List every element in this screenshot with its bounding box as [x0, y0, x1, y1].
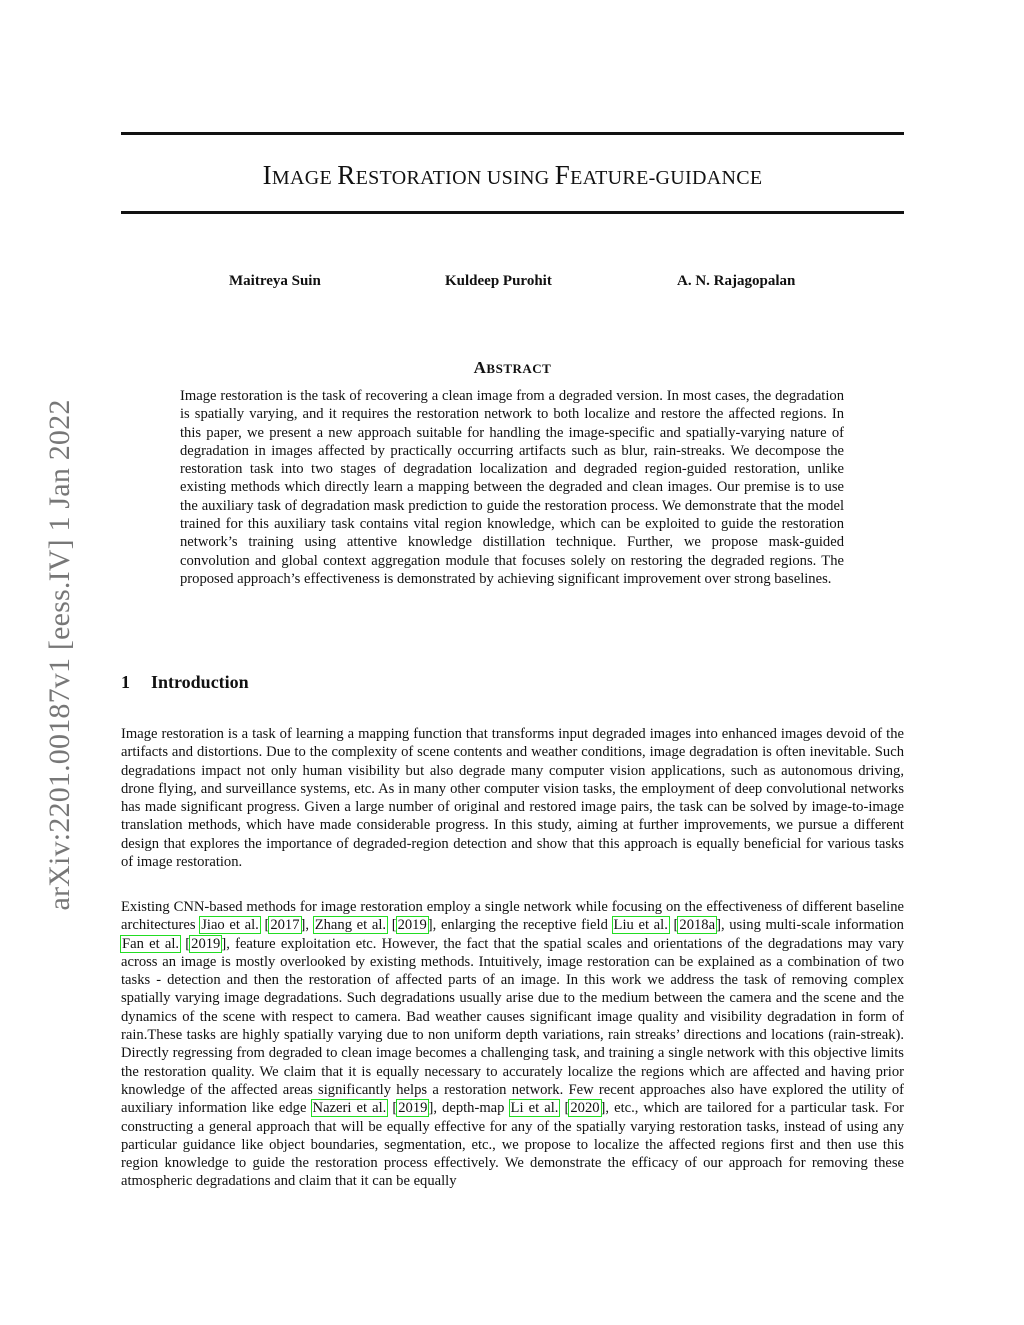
title-top-rule: [121, 132, 904, 135]
citation-year-link[interactable]: 2019: [191, 935, 221, 952]
citation-link[interactable]: Nazeri et al.: [312, 1100, 387, 1117]
citation-year-link[interactable]: 2017: [270, 917, 300, 934]
citation-year-link[interactable]: 2020: [570, 1100, 600, 1117]
title-bottom-rule: [121, 211, 904, 214]
paper-title: IMAGE RESTORATION USING FEATURE-GUIDANCE: [262, 160, 763, 190]
citation-link[interactable]: Li et al.: [510, 1100, 559, 1117]
author-name: A. N. Rajagopalan: [677, 273, 796, 289]
citation-link[interactable]: Jiao et al.: [201, 917, 259, 934]
citation-year-link[interactable]: 2019: [398, 1100, 428, 1117]
abstract-text: Image restoration is the task of recovering a clean image from a degraded version. In most cases, the degradation is spatially varying, and it requires the restoration network to both localize and restore the affected regions. In this paper, we present a new approach suitable for handling the image-specific and spatially-varying nature of degradation in images affected by practically occurring artifacts such as blur, rain-streaks. We decompose the restoration task into two stages of degradation localization and degraded region-guided restoration, unlike existing methods which directly learn a mapping between the degraded and clean images. Our premise is to use the auxiliary task of degradation mask prediction to guide the restoration process. We demonstrate that the model trained for this auxiliary task contains vital region knowledge, which can be exploited to guide the restoration network’s training using attentive knowledge distillation technique. Further, we propose mask-guided convolution and global context aggregation module that focuses solely on restoring the degraded regions. The proposed approach’s effectiveness is demonstrated by achieving significant improvement over strong baselines.: [180, 388, 844, 587]
arxiv-sidebar-id: arXiv:2201.00187v1 [eess.IV] 1 Jan 2022: [43, 399, 76, 911]
author-name: Kuldeep Purohit: [445, 273, 552, 289]
abstract-heading: ABSTRACT: [473, 358, 552, 377]
citation-link[interactable]: Liu et al.: [613, 917, 668, 934]
citation-link[interactable]: Fan et al.: [122, 935, 180, 952]
section-heading: 1 Introduction: [121, 672, 249, 692]
author-name: Maitreya Suin: [229, 273, 321, 289]
intro-paragraph-2: Existing CNN-based methods for image restoration employ a single network while focusing on the effectiveness of different baseline architectures Jiao et al. [2017], Zhang et al. [2019], enlarging the receptive field Liu et al. [2018a], using multi-scale information Fan et al. [2019], feature exploitation etc. However, the fact that the spatial scales and orientations of the degradations may vary across an image is mostly overlooked by existing methods. Intuitively, image restoration can be explained as a combination of two tasks - detection and then the restoration of affected parts of an image. In this work we address the task of removing complex spatially varying image degradations. Such degradations usually arise due to the medium between the camera and the scene and the dynamics of the scene with respect to camera. Bad weather causes significant image quality and visibility degradation in form of rain.These tasks are highly spatially varying due to non uniform depth variations, rain streaks’ directions and locations (rain-streak). Directly regressing from degraded to clean image becomes a challenging task, and training a single network with this objective limits the restoration quality. We claim that it is equally necessary to accurately localize the regions which are affected and having prior knowledge of the affected areas significantly helps a restoration network. Few recent approaches also have explored the utility of auxiliary information like edge Nazeri et al. [2019], depth-map Li et al. [2020], etc., which are tailored for a particular task. For constructing a general approach that will be equally effective for any of the spatially varying restoration tasks, instead of using any particular guidance like object boundaries, segmentation, etc., we propose to localize the affected regions first and then use this region knowledge to guide the restoration process effectively. We demonstrate the efficacy of our approach for removing these atmospheric degradations and claim that it can be equally: [121, 899, 905, 1190]
author-list: [121, 273, 904, 295]
citation-year-link[interactable]: 2019: [397, 917, 427, 934]
intro-paragraph-1: Image restoration is a task of learning a mapping function that transforms input degraded images into enhanced images devoid of the artifacts and distortions. Due to the complexity of scene contents and weather conditions, image degradation is often inevitable. Such degradations impact not only human visibility but also degrade many computer vision applications, such as autonomous driving, drone flying, and surveillance systems, etc. As in many other computer vision tasks, the employment of deep convolutional networks has made significant progress. Given a large number of original and restored image pairs, the task can be solved by image-to-image translation methods, which have made considerable progress. In this study, aiming at further improvements, we pursue a different design that explores the importance of degraded-region detection and show that this approach is equally beneficial for various tasks of image restoration.: [121, 726, 904, 871]
citation-link[interactable]: Zhang et al.: [314, 917, 387, 934]
citation-year-link[interactable]: 2018a: [679, 917, 716, 934]
